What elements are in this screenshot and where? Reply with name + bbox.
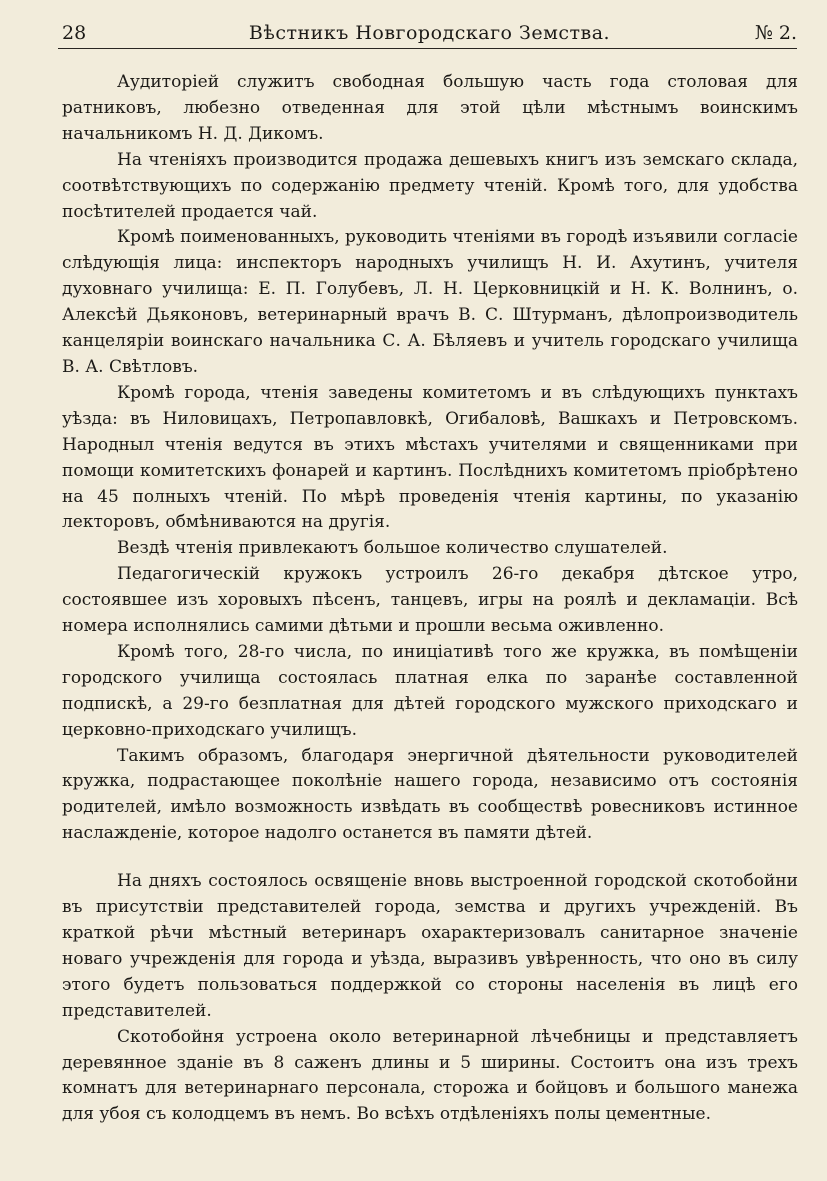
paragraph: Кромѣ города, чтенія заведены комитетомъ и въ слѣдующихъ пунктахъ уѣзда: въ Ниловицахъ, Петропавловкѣ, Огибаловѣ, Вашкахъ и Петровскомъ. Народныл чтенія ведутся въ этихъ мѣстахъ учителями и священниками при помощи комитетскихъ фонарей и картинъ. Послѣднихъ комитетомъ пріобрѣтено на 45 полныхъ чтеній. По мѣрѣ проведенія чтенія картины, по указанію лекторовъ, обмѣниваются на другія. [62,382,798,533]
paragraph: На дняхъ состоялось освященіе вновь выстроенной городской скотобойни въ присутствіи представителей города, земства и другихъ учрежденій. Въ краткой рѣчи мѣстный ветеринаръ охарактеризовалъ санитарное значеніе новаго учрежденія для города и уѣзда, выразивъ увѣренность, что оно въ силу этого будетъ пользоваться поддержкой со стороны населенія въ лицѣ его представителей. [62,871,798,1021]
paragraph: Такимъ образомъ, благодаря энергичной дѣятельности руководителей кружка, подрастающее поколѣніе нашего города, независимо отъ состоянія родителей, имѣло возможность извѣдать въ сообществѣ ровесниковъ истинное наслажденіе, которое надолго останется въ памяти дѣтей. [62,745,798,844]
paragraph: Скотобойня устроена около ветеринарной лѣчебницы и представляетъ деревянное зданіе въ 8 саженъ длины и 5 ширины. Состоитъ она изъ трехъ комнатъ для ветеринарнаго персонала, сторожа и бойцовъ и большого манежа для убоя съ колодцемъ въ немъ. Во всѣхъ отдѣленіяхъ полы цементные. [62,1026,798,1125]
paragraph: Кромѣ поименованныхъ, руководить чтеніями въ городѣ изъявили согласіе слѣдующія лица: инспекторъ народныхъ училищъ Н. И. Ахутинъ, учителя духовнаго училища: Е. П. Голубевъ, Л. Н. Церковницкій и Н. К. Волнинъ, о. Алексѣй Дьяконовъ, ветеринарный врачъ В. С. Штурманъ, дѣлопроизводитель канцеляріи воинскаго начальника С. А. Бѣляевъ и учитель городскаго училища В. А. Свѣтловъ. [62,227,798,377]
issue-number: № 2. [754,22,797,44]
journal-title: Вѣстникъ Новгородскаго Земства. [248,22,611,44]
header-rule [58,48,797,49]
paragraph: Аудиторіей служитъ свободная большую часть года столовая для ратниковъ, любезно отведенная для этой цѣли мѣстнымъ воинскимъ начальникомъ Н. Д. Дикомъ. [62,72,798,144]
paragraph: Педагогическій кружокъ устроилъ 26-го декабря дѣтское утро, состоявшее изъ хоровыхъ пѣсенъ, танцевъ, игры на роялѣ и декламаціи. Всѣ номера исполнялись самими дѣтьми и прошли весьма оживленно. [62,564,798,637]
paragraph: Кромѣ того, 28-го числа, по иниціативѣ того же кружка, въ помѣщеніи городского училища состоялась платная елка по заранѣе составленной подпискѣ, а 29-го безплатная для дѣтей городского мужского приходскаго и церковно-приходскаго училищъ. [62,641,798,740]
body-text [62,70,798,1128]
page-header [62,20,797,50]
page-number: 28 [62,22,87,44]
paragraph: Вездѣ чтенія привлекаютъ большое количество слушателей. [117,538,668,559]
paragraph: На чтеніяхъ производится продажа дешевыхъ книгъ изъ земскаго склада, соотвѣтствующихъ по содержанію предмету чтеній. Кромѣ того, для удобства посѣтителей продается чай. [62,149,798,222]
